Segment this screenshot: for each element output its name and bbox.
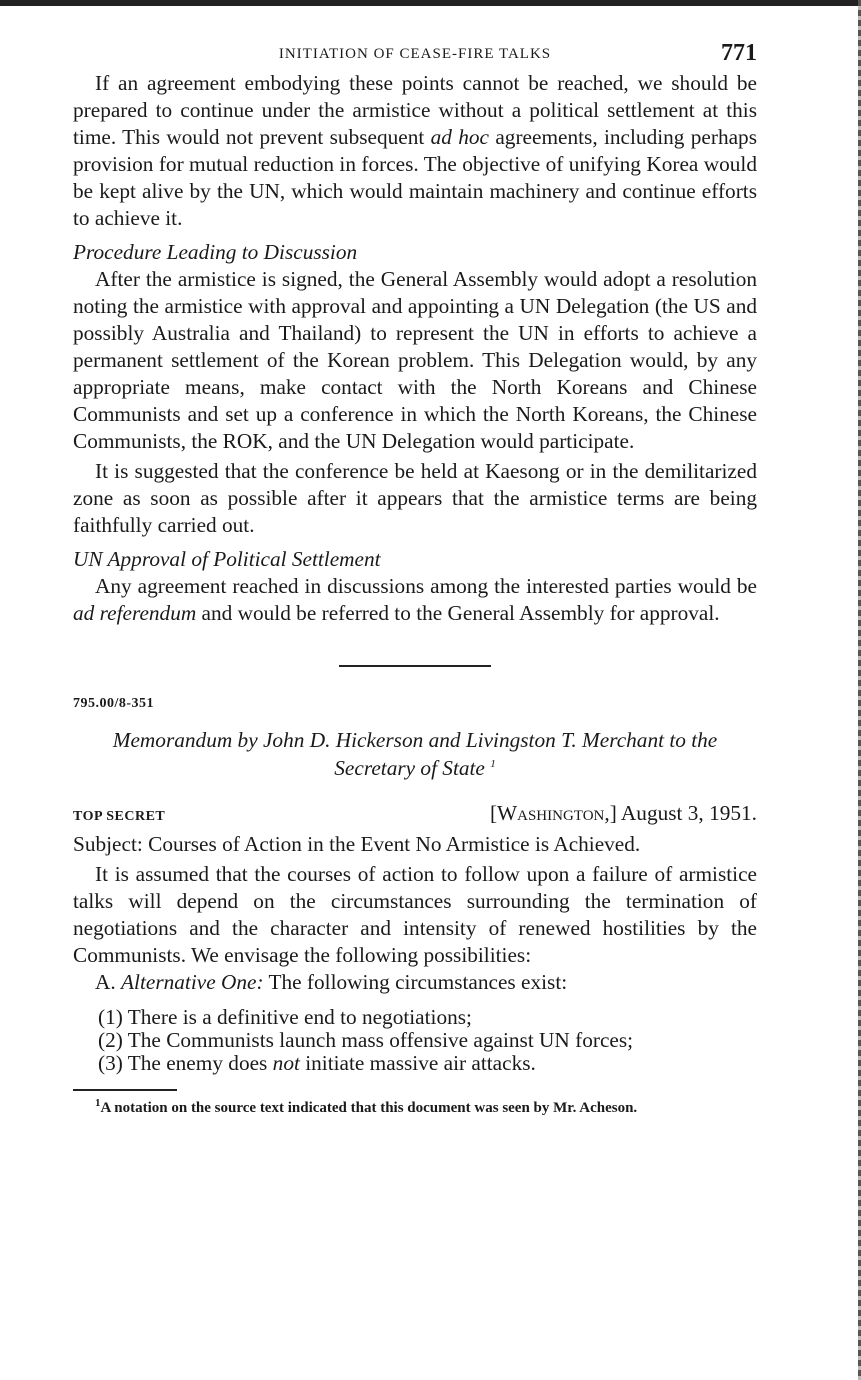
circumstances-list [98,1006,757,1075]
date-city: Washington, [497,801,610,825]
intro-paragraph [73,70,757,232]
top-edge-rule [0,0,861,6]
alt-rest: The following circumstances exist: [263,970,568,994]
classification-row [73,801,757,831]
file-number: 795.00/8-351 [73,696,155,711]
procedure-paragraph-2: It is suggested that the conference be held at Kaesong or in the demilitarized zone as soon as possible after it appears that the armistice terms are being faithfully carried out. [73,459,757,537]
item3-start: (3) The enemy does [98,1051,273,1075]
footnote-text: A notation on the source text indicated that this document was seen by Mr. Acheson. [100,1100,638,1116]
footnote-rule [73,1089,177,1091]
procedure-paragraph-1: After the armistice is signed, the General Assembly would adopt a resolution noting the armistice with approval and appointing a UN Delegation (the US and possibly Australia and Thailand) to represent the UN in efforts to achieve a permanent settlement of the Korean problem. This Delegation would, by any appropriate means, make contact with the North Koreans and Chinese Communists and set up a conference in which the North Koreans, the Chinese Communists, the ROK, and the UN Delegation would participate. [73,267,757,453]
document-page [73,40,757,1117]
list-item: (1) There is a definitive end to negotiations; [98,1005,472,1029]
page-header [73,40,757,70]
intro-italic: ad hoc [430,125,490,149]
subject-line: Subject: Courses of Action in the Event No Armistice is Achieved. [73,832,641,856]
memo-paragraph-1: It is assumed that the courses of action to follow upon a failure of armistice talks will depend on the circumstances surrounding the termination of negotiations and the character and intensity of renewed hostilities by the Communists. We envisage the following possibilities: [73,862,757,967]
procedure-heading: Procedure Leading to Discussion [73,240,358,264]
alt-italic: Alternative One: [121,970,264,994]
footnote [73,1099,757,1117]
approval-paragraph [73,573,757,627]
footnote-mark: 1 [95,1097,101,1109]
intro-text: If an agreement embodying these points cannot be reached, we should be prepared to continue under the armistice without a political settlement at this time. This would not prevent subsequent [73,71,757,149]
alt-prefix: A. [95,970,122,994]
approval-text: Any agreement reached in discussions among the interested parties would be [95,574,757,598]
dateline [490,801,757,826]
list-item: (2) The Communists launch mass offensive against UN forces; [98,1028,634,1052]
date-open: [ [489,801,498,825]
running-head: INITIATION OF CEASE-FIRE TALKS [278,46,552,62]
intro-text-end: agreements, including perhaps provision for mutual reduction in forces. The objective of unifying Korea would be kept alive by the UN, which would maintain machinery and continue efforts to achieve it. [73,125,757,230]
memo-title-text: Memorandum by John D. Hickerson and Livingston T. Merchant to the Secretary of State [112,728,718,780]
alternative-one-line [73,969,757,996]
classification: TOP SECRET [73,809,166,824]
approval-heading: UN Approval of Political Settlement [73,547,381,571]
item3-italic: not [272,1051,300,1075]
date-rest: ] August 3, 1951. [609,801,757,825]
section-divider [339,665,491,667]
item3-end: initiate massive air attacks. [299,1051,536,1075]
approval-text-end: and would be referred to the General Assembly for approval. [196,601,720,625]
approval-italic: ad referendum [73,601,197,625]
memo-footnote-mark: 1 [490,757,496,770]
list-item [98,1052,757,1075]
page-number: 771 [721,40,757,66]
memo-title [73,726,757,782]
